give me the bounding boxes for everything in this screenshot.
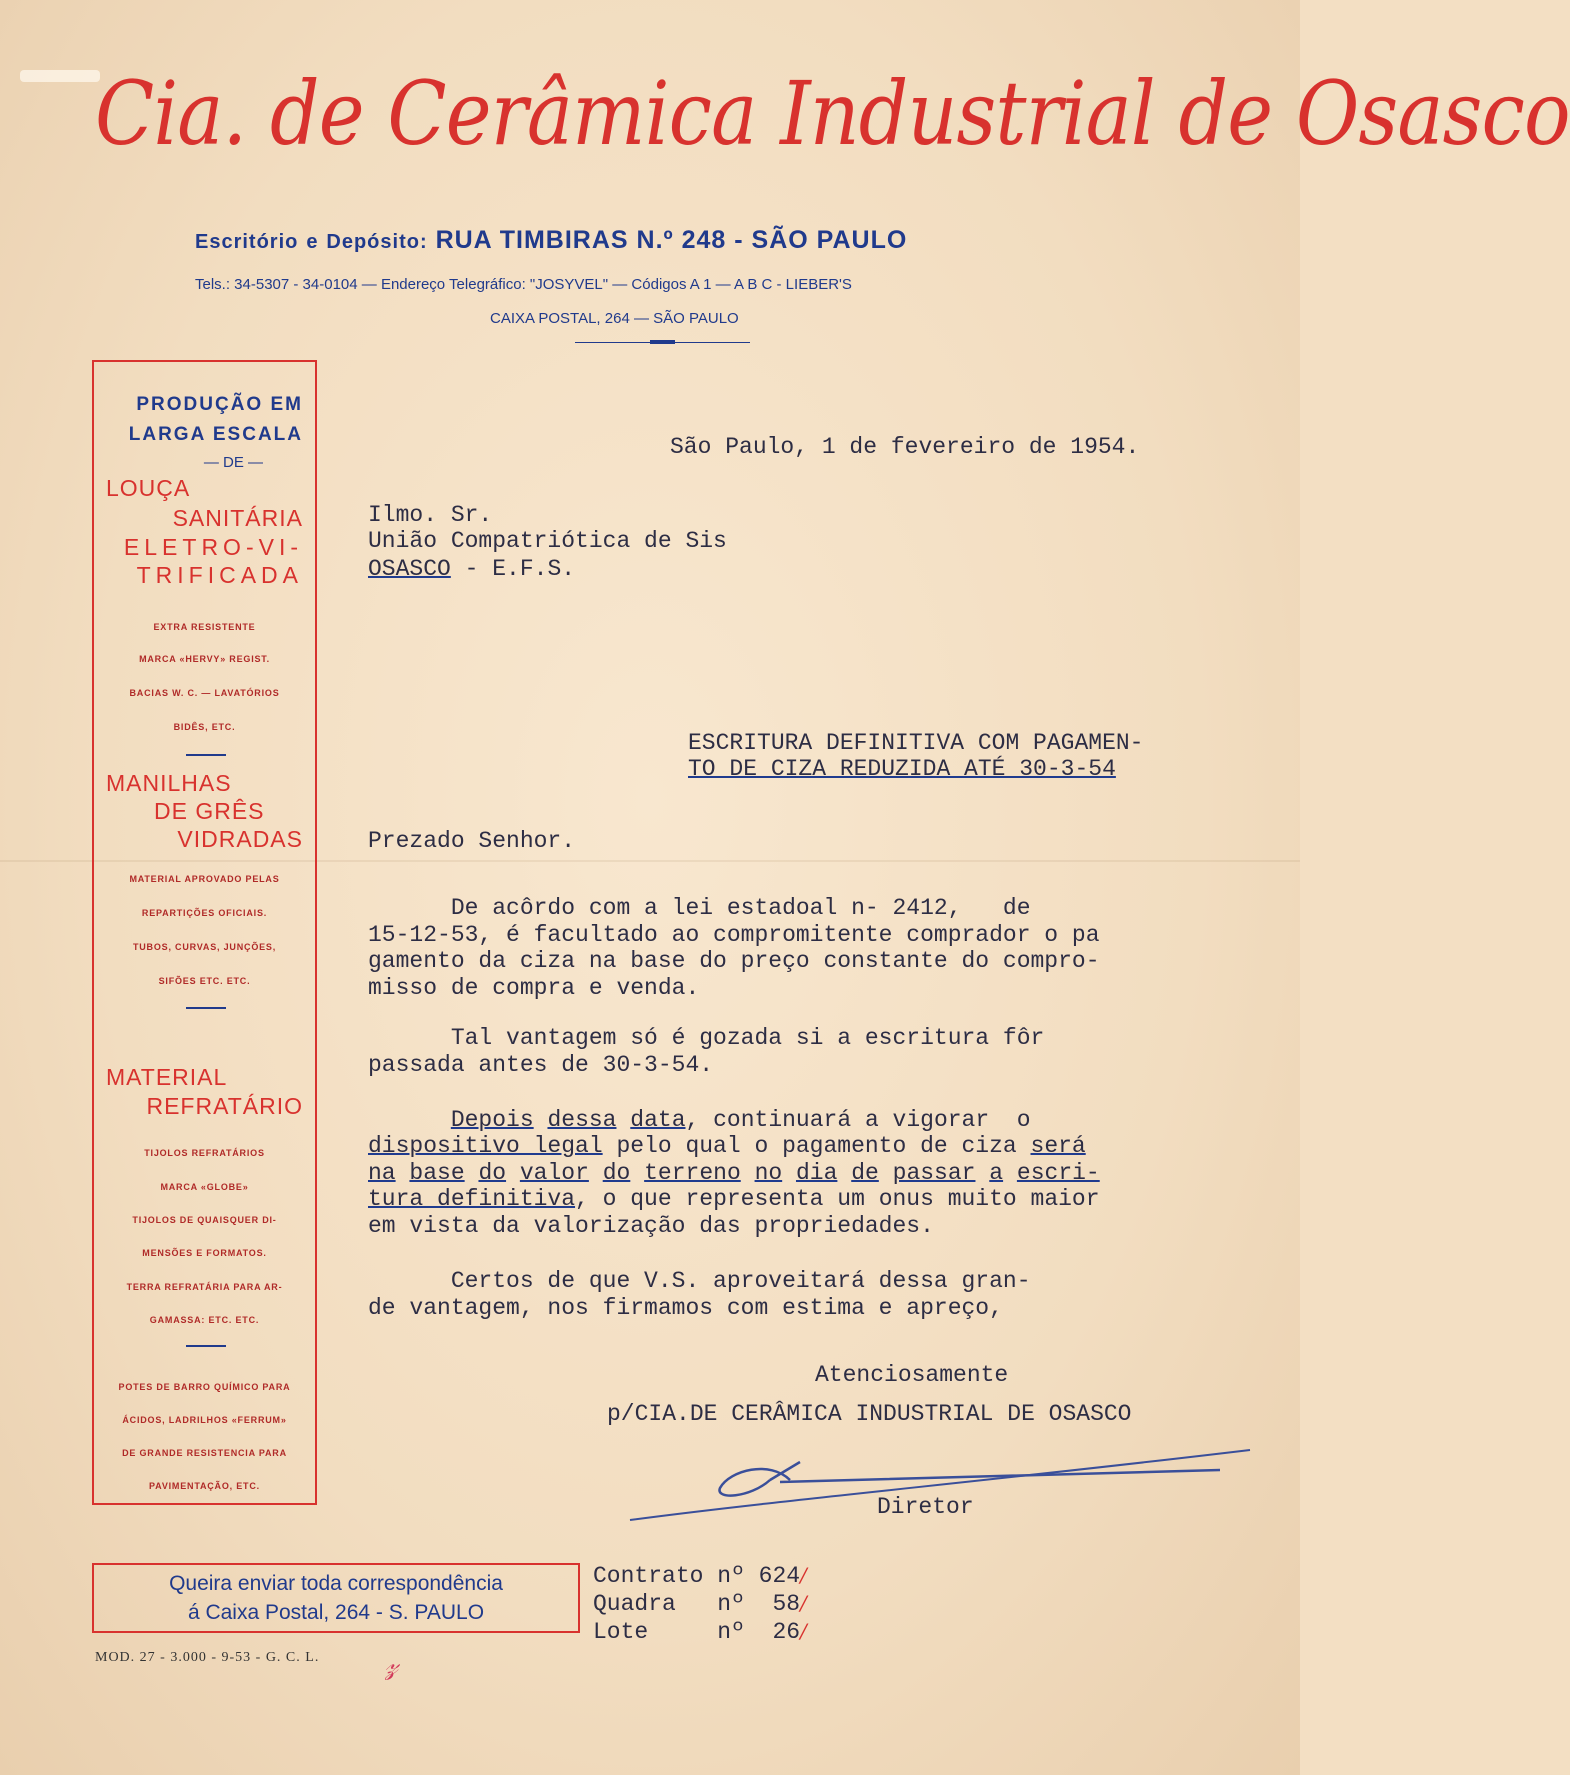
text-run: [741, 1160, 755, 1186]
sidebar-heading-line: TRIFICADA: [136, 562, 303, 588]
underlined-word: passar: [892, 1160, 976, 1186]
subject-line: ESCRITURA DEFINITIVA COM PAGAMEN-: [688, 730, 1144, 756]
check-mark: /: [800, 1563, 807, 1587]
sidebar-heading-line: — DE —: [203, 454, 263, 471]
signatory-title: Diretor: [877, 1494, 974, 1520]
correspondence-notice: [92, 1563, 580, 1633]
sidebar-text-line: MARCA «HERVY» REGIST.: [139, 654, 270, 664]
sidebar-heading-line: DE GRÊS: [154, 798, 265, 824]
underlined-word: de: [851, 1160, 879, 1186]
model-code: MOD. 27 - 3.000 - 9-53 - G. C. L.: [95, 1650, 320, 1665]
address-label-1: Escritório: [195, 231, 299, 253]
text-run: , continuará a vigorar o: [685, 1107, 1031, 1133]
sidebar-divider: [186, 754, 226, 756]
sidebar-heading-line: REFRATÁRIO: [146, 1093, 303, 1119]
contacts-line: Tels.: 34-5307 - 34-0104 — Endereço Telegráfico: "JOSYVEL" — Códigos A 1 — A B C - LIEBER'S: [195, 276, 852, 293]
salutation: Prezado Senhor.: [368, 828, 576, 854]
paragraph-line: [368, 1186, 1100, 1212]
sidebar-divider: [186, 1007, 226, 1009]
sidebar-heading-line: MATERIAL: [106, 1064, 228, 1090]
contract-value: 26: [772, 1619, 801, 1645]
text-run: [465, 1160, 479, 1186]
closing: Atenciosamente: [815, 1362, 1009, 1388]
company-name: Cia. de Cerâmica Industrial de Osasco: [95, 62, 1570, 165]
sidebar-text-line: TUBOS, CURVAS, JUNÇÕES,: [132, 942, 277, 952]
paragraph-line: em vista da valorização das propriedades.: [368, 1213, 934, 1239]
underlined-word: Depois: [450, 1107, 534, 1133]
contract-row: [593, 1591, 807, 1617]
sidebar-divider: [186, 1345, 226, 1347]
underlined-word: a: [989, 1160, 1004, 1186]
sidebar-text-line: MARCA «GLOBE»: [160, 1182, 249, 1192]
underlined-word: na: [368, 1160, 396, 1186]
text-run: [1003, 1160, 1017, 1186]
sidebar-text-line: MATERIAL APROVADO PELAS: [129, 874, 280, 884]
text-run: , o que representa um onus muito maior: [575, 1186, 1100, 1212]
sidebar-text-line: TIJOLOS DE QUAISQUER DI-: [132, 1215, 277, 1225]
paragraph-line: [368, 1160, 1100, 1186]
address-label-2: Depósito:: [326, 231, 428, 253]
paragraph-line: [368, 1133, 1086, 1159]
text-run: [396, 1160, 410, 1186]
address-main: RUA TIMBIRAS N.º 248 - SÃO PAULO: [435, 226, 908, 254]
sidebar-text-line: MENSÕES E FORMATOS.: [142, 1248, 267, 1258]
paragraph-line: Tal vantagem só é gozada si a escritura fôr: [368, 1025, 1045, 1051]
check-mark: /: [800, 1591, 807, 1615]
sidebar-text-line: SIFÕES ETC. ETC.: [158, 976, 251, 986]
underlined-word: tura definitiva: [368, 1186, 576, 1212]
check-mark: /: [800, 1619, 807, 1643]
sidebar-text-line: ÁCIDOS, LADRILHOS «FERRUM»: [122, 1415, 287, 1425]
text-run: [589, 1160, 603, 1186]
paragraph-line: [368, 1107, 1031, 1133]
underlined-word: do: [478, 1160, 507, 1186]
sidebar-product-list: [92, 360, 317, 1505]
sidebar-heading-line: VIDRADAS: [177, 826, 303, 852]
paragraph-line: de vantagem, nos firmamos com estima e apreço,: [368, 1295, 1003, 1321]
contract-row: [593, 1563, 807, 1589]
letter-date: São Paulo, 1 de fevereiro de 1954.: [670, 434, 1140, 460]
text-run: pelo qual o pagamento de ciza: [602, 1133, 1031, 1159]
recipient-city: OSASCO: [368, 556, 451, 582]
contract-row: [593, 1619, 807, 1645]
contract-value: 624: [758, 1563, 801, 1589]
po-box-line: CAIXA POSTAL, 264 — SÃO PAULO: [490, 310, 739, 327]
underlined-word: base: [409, 1160, 465, 1186]
company-signature-line: p/CIA.DE CERÂMICA INDUSTRIAL DE OSASCO: [607, 1401, 1132, 1427]
pencil-mark: 𝓏: [385, 1648, 399, 1681]
header-divider: [575, 342, 750, 343]
sidebar-text-line: BIDÊS, ETC.: [173, 722, 236, 732]
contract-no: nº: [717, 1591, 745, 1617]
paper-tear: [20, 70, 100, 82]
underlined-word: escri-: [1016, 1160, 1100, 1186]
text-run: [368, 1107, 451, 1133]
text-run: [616, 1107, 630, 1133]
sidebar-heading-line: LOUÇA: [106, 475, 191, 501]
sidebar-heading-line: ELETRO-VI-: [123, 534, 303, 560]
sidebar-text-line: TIJOLOS REFRATÁRIOS: [144, 1148, 265, 1158]
contract-no: nº: [717, 1619, 745, 1645]
subject-line: TO DE CIZA REDUZIDA ATÉ 30-3-54: [688, 756, 1116, 782]
address-line: [195, 226, 1145, 255]
contract-no: nº: [717, 1563, 745, 1589]
sidebar-text-line: GAMASSA: ETC. ETC.: [149, 1315, 260, 1325]
sidebar-text-line: EXTRA RESISTENTE: [153, 622, 256, 632]
underlined-word: do: [602, 1160, 631, 1186]
contract-value: 58: [772, 1591, 801, 1617]
paragraph-line: Certos de que V.S. aproveitará dessa gran-: [368, 1268, 1031, 1294]
underlined-word: valor: [519, 1160, 589, 1186]
underlined-word: no: [754, 1160, 783, 1186]
sidebar-heading-line: SANITÁRIA: [172, 505, 303, 531]
underlined-word: dispositivo legal: [368, 1133, 603, 1159]
text-run: [506, 1160, 520, 1186]
text-run: [782, 1160, 796, 1186]
contract-label: Contrato: [593, 1563, 704, 1589]
recipient-line: [368, 556, 575, 582]
contract-label: Lote: [593, 1619, 649, 1645]
text-run: [879, 1160, 893, 1186]
sidebar-text-line: PAVIMENTAÇÃO, ETC.: [149, 1481, 260, 1491]
text-run: [975, 1160, 989, 1186]
sidebar-text-line: DE GRANDE RESISTENCIA PARA: [122, 1448, 287, 1458]
sidebar-text-line: REPARTIÇÕES OFICIAIS.: [141, 908, 268, 918]
paragraph-line: De acôrdo com a lei estadoal n- 2412, de: [368, 895, 1031, 921]
notice-line: Queira enviar toda correspondência: [169, 1572, 503, 1595]
address-label-and: e: [306, 231, 319, 253]
text-run: [534, 1107, 548, 1133]
underlined-word: dessa: [547, 1107, 617, 1133]
recipient-suffix: - E.F.S.: [450, 556, 576, 582]
underlined-word: dia: [795, 1160, 838, 1186]
recipient-line: União Compatriótica de Sis: [368, 528, 727, 554]
sidebar-heading-line: PRODUÇÃO EM: [136, 394, 303, 415]
sidebar-heading-line: LARGA ESCALA: [128, 424, 303, 445]
sidebar-text-line: TERRA REFRATÁRIA PARA AR-: [126, 1282, 283, 1292]
paragraph-line: 15-12-53, é facultado ao compromitente comprador o pa: [368, 922, 1100, 948]
text-run: [630, 1160, 644, 1186]
text-run: [837, 1160, 851, 1186]
underlined-word: será: [1030, 1133, 1086, 1159]
paragraph-line: gamento da ciza na base do preço constante do compro-: [368, 948, 1100, 974]
paragraph-line: misso de compra e venda.: [368, 975, 700, 1001]
contract-label: Quadra: [593, 1591, 676, 1617]
underlined-word: terreno: [644, 1160, 741, 1186]
sidebar-heading-line: MANILHAS: [106, 770, 232, 796]
sidebar-text-line: POTES DE BARRO QUÍMICO PARA: [118, 1382, 291, 1392]
notice-line: á Caixa Postal, 264 - S. PAULO: [187, 1601, 485, 1624]
recipient-line: Ilmo. Sr.: [368, 502, 493, 528]
underlined-word: data: [630, 1107, 686, 1133]
sidebar-text-line: BACIAS W. C. — LAVATÓRIOS: [129, 688, 280, 698]
paragraph-line: passada antes de 30-3-54.: [368, 1052, 714, 1078]
